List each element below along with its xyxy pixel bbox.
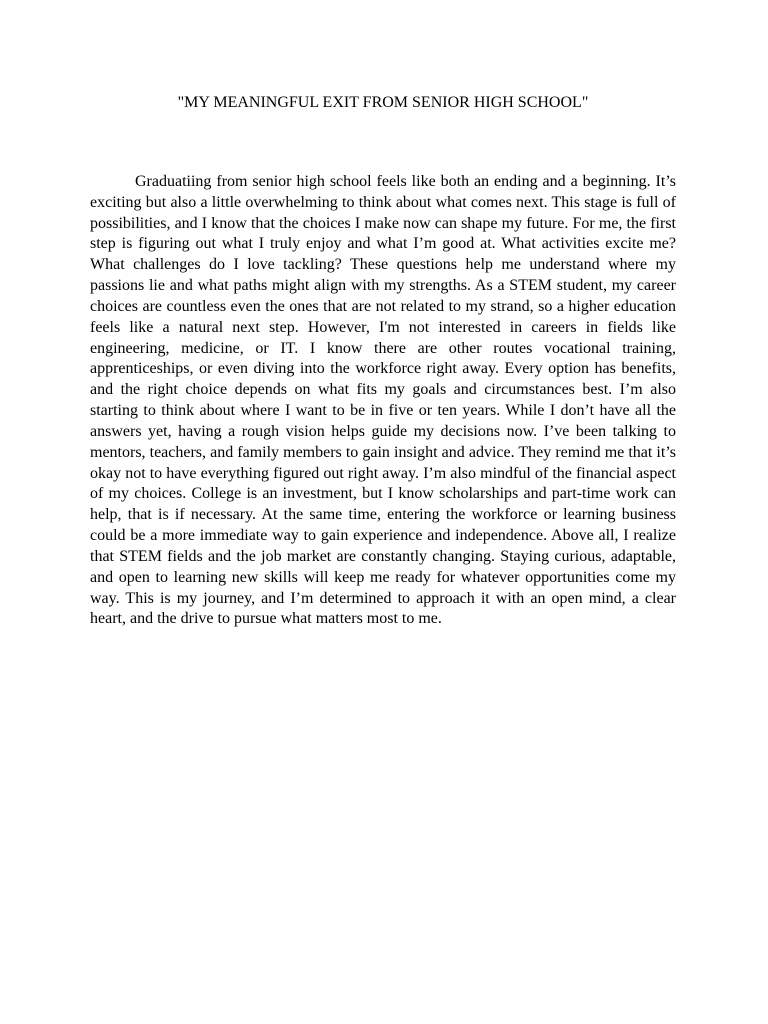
document-title: "MY MEANINGFUL EXIT FROM SENIOR HIGH SCHOOL" bbox=[177, 94, 589, 111]
essay-paragraph: Graduatiing from senior high school feels like both an ending and a beginning. It’s exciting but also a little overwhelming to think about what comes next. This stage is full of possibilities, and I know that the choices I make now can shape my future. For me, the first step is figuring out what I truly enjoy and what I’m good at. What activities excite me? What challenges do I love tackling? These questions help me understand where my passions lie and what paths might align with my strengths. As a STEM student, my career choices are countless even the ones that are not related to my strand, so a higher education feels like a natural next step. However, I'm not interested in careers in fields like engineering, medicine, or IT. I know there are other routes vocational training, apprenticeships, or even diving into the workforce right away. Every option has benefits, and the right choice depends on what fits my goals and circumstances best. I’m also starting to think about where I want to be in five or ten years. While I don’t have all the answers yet, having a rough vision helps guide my decisions now. I’ve been talking to mentors, teachers, and family members to gain insight and advice. They remind me that it’s okay not to have everything figured out right away. I’m also mindful of the financial aspect of my choices. College is an investment, but I know scholarships and part-time work can help, that is if necessary. At the same time, entering the workforce or learning business could be a more immediate way to gain experience and independence. Above all, I realize that STEM fields and the job market are constantly changing. Staying curious, adaptable, and open to learning new skills will keep me ready for whatever opportunities come my way. This is my journey, and I’m determined to approach it with an open mind, a clear heart, and the drive to pursue what matters most to me. bbox=[90, 173, 676, 628]
